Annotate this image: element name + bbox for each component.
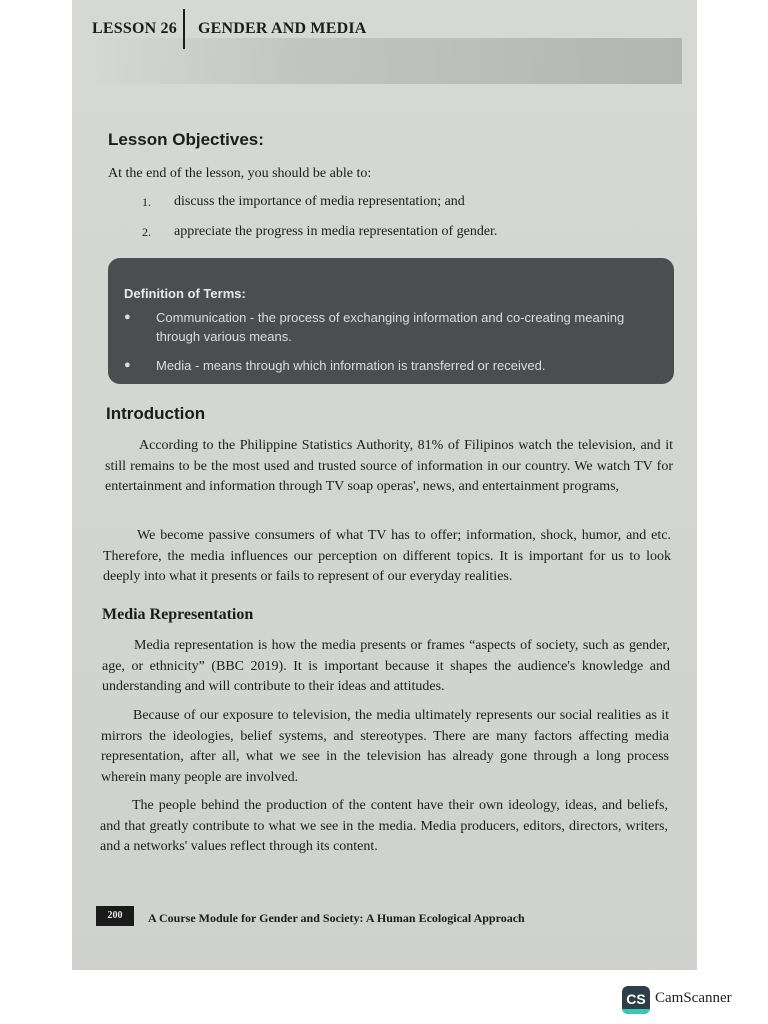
objectives-heading: Lesson Objectives:: [108, 130, 264, 149]
term-text: Communication - the process of exchanging information and co-creating meaning through various means.: [156, 310, 625, 344]
bullet-icon: ●: [124, 359, 131, 371]
lesson-header: [92, 38, 682, 84]
definition-of-terms-box: [108, 258, 674, 384]
book-title: A Course Module for Gender and Society: A Human Ecological Approach: [148, 911, 525, 925]
lesson-title: GENDER AND MEDIA: [198, 20, 367, 37]
paragraph: We become passive consumers of what TV has to offer; information, shock, humor, and etc. Therefore, the media influences our perception on different topics. It is important for us to look deeply into what it presents or fails to represent of our everyday realities.: [103, 528, 671, 584]
media-representation-heading: Media Representation: [102, 606, 254, 623]
objective-text: appreciate the progress in media representation of gender.: [174, 224, 498, 239]
paragraph: Media representation is how the media presents or frames “aspects of society, such as gender, age, or ethnicity” (BBC 2019). It is important because it shapes the audience's knowledge and understanding and will contribute to their ideas and attitudes.: [102, 638, 670, 694]
camscanner-logo-icon: CS: [622, 986, 650, 1014]
lesson-number: LESSON 26: [92, 20, 177, 37]
camscanner-watermark: CamScanner: [655, 990, 732, 1006]
objective-text: discuss the importance of media representation; and: [174, 194, 465, 209]
paragraph: Because of our exposure to television, the media ultimately represents our social realities as it mirrors the ideologies, belief systems, and stereotypes. There are many factors affecting media representation, after all, what we see in the television has already gone through a long process wherein many people are involved.: [101, 708, 669, 785]
lesson-divider: [183, 9, 185, 49]
terms-title: Definition of Terms:: [124, 286, 246, 301]
objective-number: 2.: [142, 225, 151, 239]
scanned-page: [72, 0, 697, 970]
paragraph: The people behind the production of the content have their own ideology, ideas, and beliefs, and that greatly contribute to what we see in the media. Media producers, editors, directors, writers, and a networks' values reflect through its content.: [100, 798, 668, 854]
paragraph: According to the Philippine Statistics Authority, 81% of Filipinos watch the television, and it still remains to be the most used and trusted source of information in our country. We watch TV for entertainment and information through TV soap operas', news, and entertainment programs,: [105, 438, 673, 494]
page-number: 200: [96, 906, 134, 926]
term-text: Media - means through which information is transferred or received.: [156, 358, 546, 373]
objective-number: 1.: [142, 195, 151, 209]
introduction-heading: Introduction: [106, 404, 206, 423]
bullet-icon: ●: [124, 311, 131, 323]
objectives-intro: At the end of the lesson, you should be able to:: [108, 166, 372, 181]
